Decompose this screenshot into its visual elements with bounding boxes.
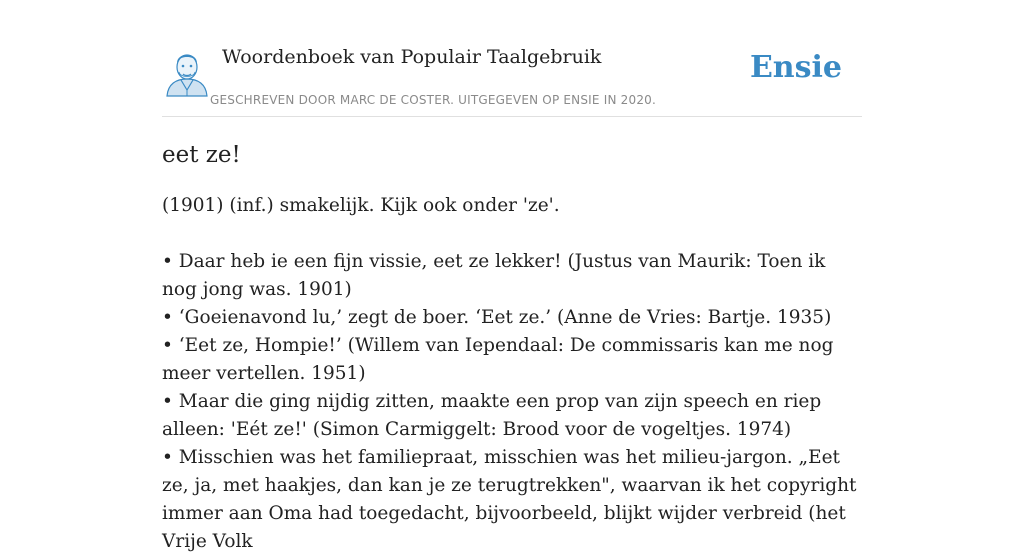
book-title[interactable]: Woordenboek van Populair Taalgebruik — [222, 46, 602, 68]
ensie-logo-link[interactable]: Ensie — [749, 50, 842, 85]
entry-title: eet ze! — [162, 142, 241, 168]
book-header — [162, 40, 862, 117]
quote-item: • ‘Eet ze, Hompie!’ (Willem van Iependaal: De commissaris kan me nog meer vertellen. 1951) — [162, 335, 834, 384]
dictionary-entry — [162, 138, 862, 556]
quote-item: • ‘Goeienavond lu,’ zegt de boer. ‘Eet ze.’ (Anne de Vries: Bartje. 1935) — [162, 307, 832, 328]
quote-item: • Daar heb ie een fijn vissie, eet ze lekker! (Justus van Maurik: Toen ik nog jong was. 1901) — [162, 251, 826, 300]
quote-item: • Maar die ging nijdig zitten, maakte een prop van zijn speech en riep alleen: 'Eét ze!' (Simon Carmiggelt: Brood voor de vogeltjes. 1974) — [162, 391, 822, 440]
author-portrait-icon — [164, 46, 210, 96]
quote-item: • Misschien was het familiepraat, misschien was het milieu-jargon. „Eet ze, ja, met haakjes, dan kan je ze terugtrekken", waarvan ik het copyright immer aan Oma had toegedacht, bijvoorbeeld, blijkt wijder verbreid (het Vrije Volk — [162, 447, 857, 552]
entry-definition: (1901) (inf.) smakelijk. Kijk ook onder 'ze'. — [162, 195, 560, 216]
author-byline: GESCHREVEN DOOR MARC DE COSTER. UITGEGEVEN OP ENSIE IN 2020. — [210, 93, 656, 107]
